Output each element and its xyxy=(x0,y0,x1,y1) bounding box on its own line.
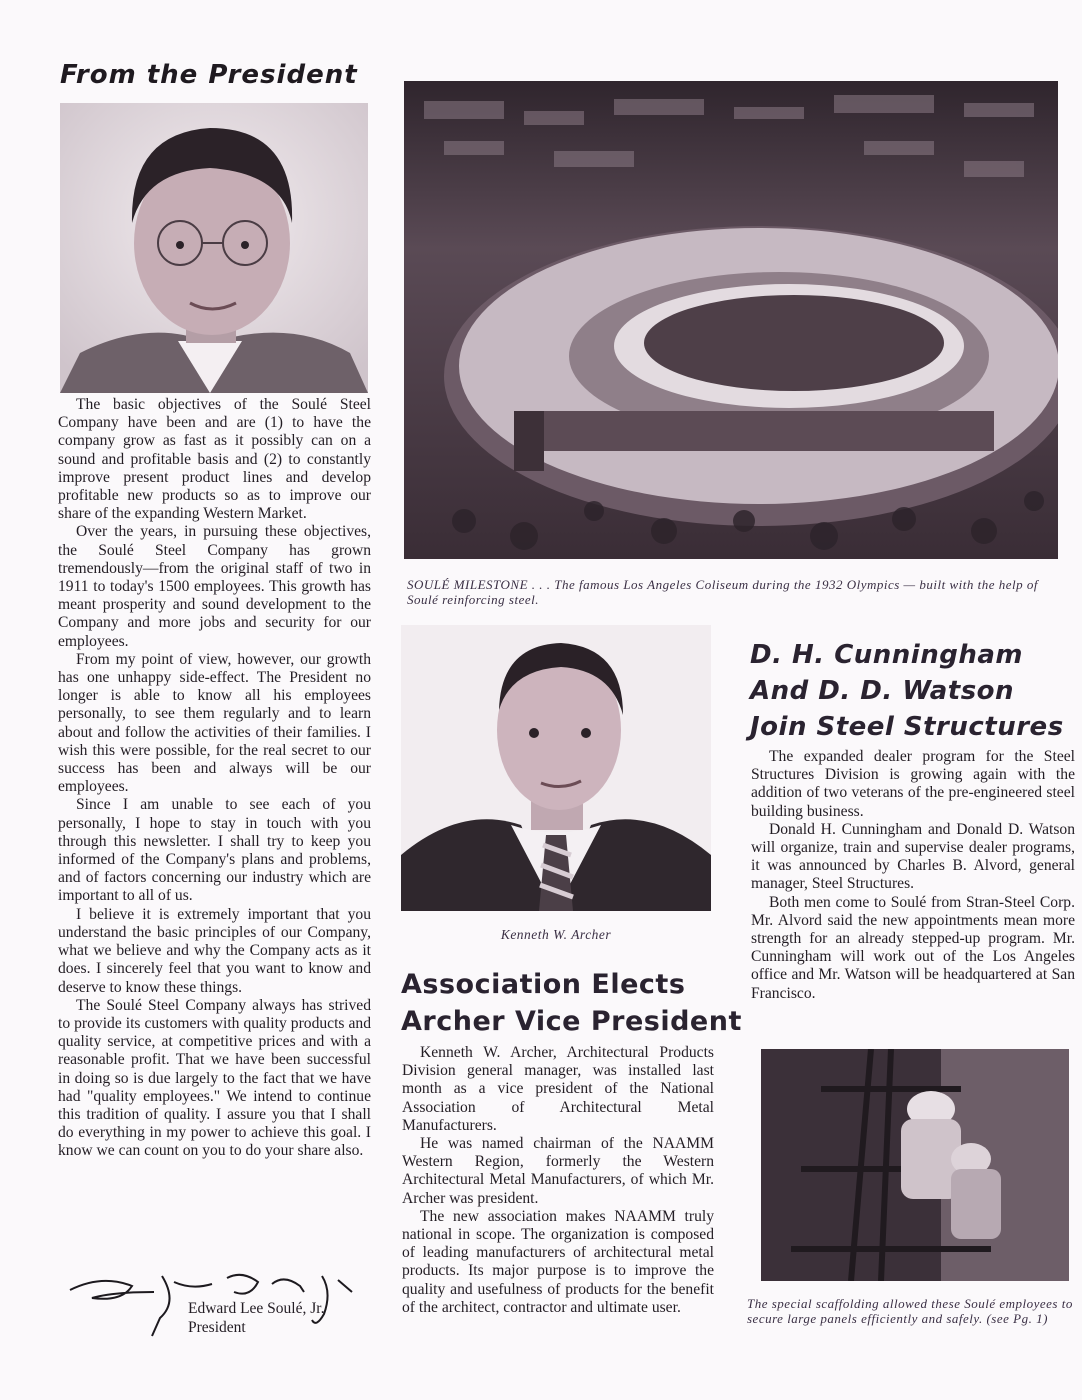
signature-title: President xyxy=(188,1319,246,1336)
steel-headline-line: Join Steel Structures xyxy=(750,712,1064,742)
steel-headline-line: D. H. Cunningham xyxy=(750,640,1023,670)
coliseum-caption: SOULÉ MILESTONE . . . The famous Los Angeles Coliseum during the 1932 Olympics — built with the help of Soulé reinforcing steel. xyxy=(407,577,1038,607)
archer-paragraph: He was named chairman of the NAAMM Western Region, formerly the Western Architectural Metal Manufacturers, of which Mr. Archer was president. xyxy=(402,1135,714,1207)
letter-paragraph: I believe it is extremely important that you understand the basic principles of our Company, what we believe and why the Company acts as it does. I sincerely feel that you want to know and deserve to know these things. xyxy=(58,905,371,996)
archer-paragraph: The new association makes NAAMM truly national in scope. The organization is composed of leading manufacturers of architectural metal products. Its major purpose is to improve the quality and usefulness of products for the benefit of the architect, contractor and ultimate user. xyxy=(402,1207,714,1316)
scaffolding-caption: The special scaffolding allowed these Soulé employees to secure large panels efficiently and safely. (see Pg. 1) xyxy=(747,1296,1073,1326)
steel-headline-line: And D. D. Watson xyxy=(750,676,1015,706)
president-letter xyxy=(58,396,371,1161)
letter-paragraph: The basic objectives of the Soulé Steel Company have been and are (1) to have the company grow as fast as it possibly can on a sound and profitable basis and (2) to constantly improve present product lines and develop profitable new products so as to improve our share of the expanding Western Market. xyxy=(58,396,371,523)
archer-headline xyxy=(401,966,742,1040)
steel-paragraph: Both men come to Soulé from Stran-Steel Corp. Mr. Alvord said the new appointments mean more strength for an already stepped-up program. Mr. Cunningham will work out of the Los Angeles office and Mr. Watson will be headquartered at San Francisco. xyxy=(751,893,1075,1002)
president-portrait xyxy=(60,103,368,393)
archer-headline-line: Association Elects xyxy=(401,969,686,1000)
letter-paragraph: Over the years, in pursuing these objectives, the Soulé Steel Company has grown tremendously—from the original staff of two in 1911 to today's 1500 employees. This growth has meant prosperity and sound development to the Company and more jobs and security for our employees. xyxy=(58,523,371,650)
steel-structures-headline xyxy=(750,637,1064,745)
archer-portrait xyxy=(401,625,711,911)
scaffolding-photo xyxy=(761,1049,1069,1281)
president-title: From the President xyxy=(60,60,358,90)
archer-photo-caption: Kenneth W. Archer xyxy=(500,927,612,942)
letter-paragraph: The Soulé Steel Company always has strived to provide its customers with quality products and quality service, at competitive prices and with a reasonable profit. That we have been successful in doing so is due largely to the fact that we have had "quality employees." We intend to continue this tradition of quality. I assure you that I shall do everything in my power to achieve this goal. I know we can count on you to do your share also. xyxy=(58,996,371,1160)
steel-structures-article xyxy=(751,748,1075,1003)
letter-paragraph: From my point of view, however, our growth has one unhappy side-effect. The President no longer is able to know all his employees personally, to see them regularly and to learn about and follow the activities of their families. I wish this were possible, for the real secret to our success has been and always will be our employees. xyxy=(58,650,371,796)
archer-headline-line: Archer Vice President xyxy=(401,1006,742,1037)
letter-paragraph: Since I am unable to see each of you personally, I hope to stay in touch with you through this newsletter. I shall try to keep you informed of the Company's plans and problems, and of factors concerning our industry which are important to all of us. xyxy=(58,796,371,905)
steel-paragraph: The expanded dealer program for the Steel Structures Division is growing again with the addition of two veterans of the pre-engineered steel building business. xyxy=(751,748,1075,820)
steel-paragraph: Donald H. Cunningham and Donald D. Watson will organize, train and supervise dealer programs, it was announced by Charles B. Alvord, general manager, Steel Structures. xyxy=(751,820,1075,893)
signature-name: Edward Lee Soulé, Jr. xyxy=(188,1300,325,1317)
archer-article xyxy=(402,1044,714,1317)
coliseum-photo xyxy=(404,81,1058,559)
archer-paragraph: Kenneth W. Archer, Architectural Products Division general manager, was installed last month as a vice president of the National Association of Architectural Metal Manufacturers. xyxy=(402,1044,714,1134)
